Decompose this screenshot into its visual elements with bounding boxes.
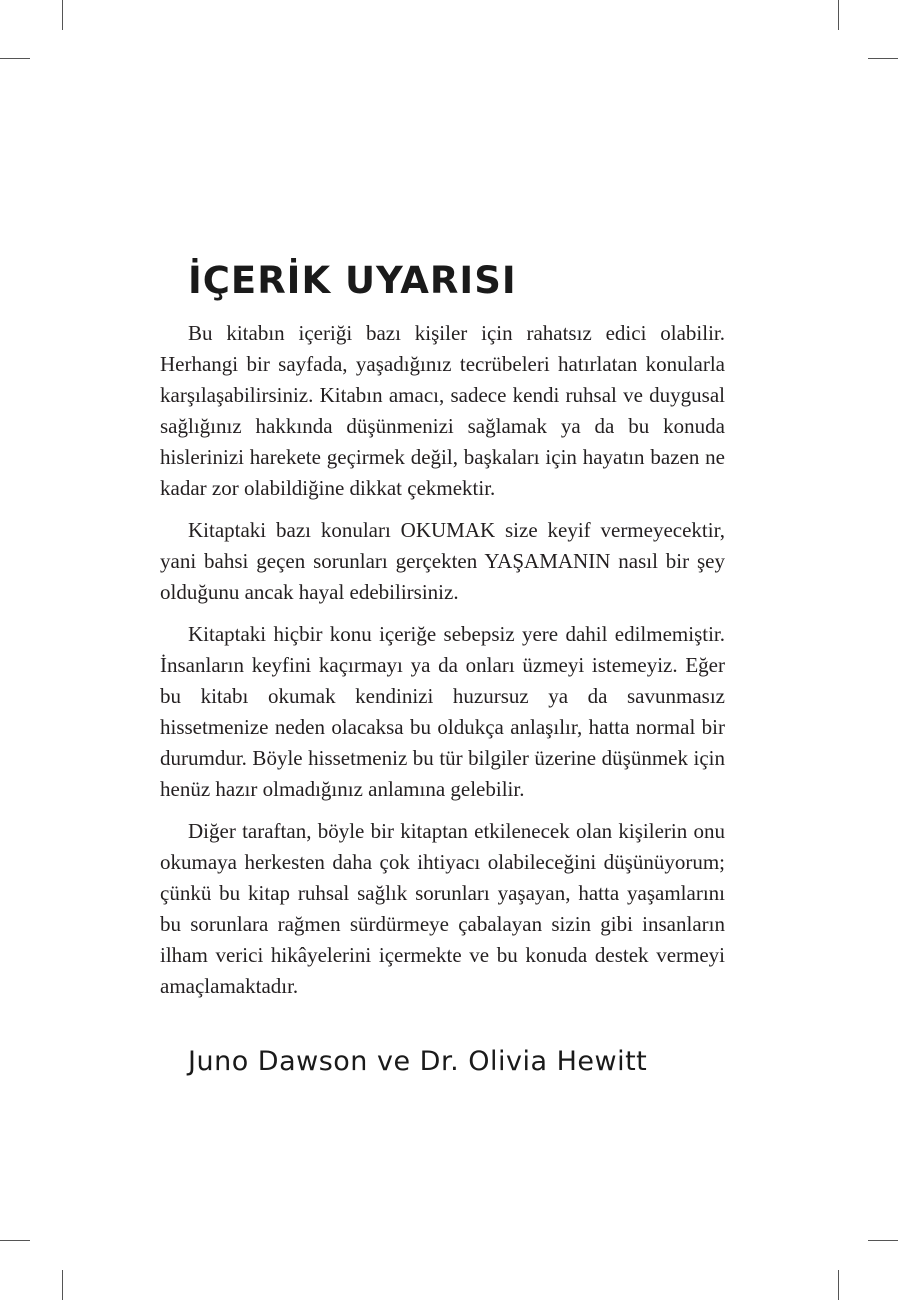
content-warning-page: [160, 254, 725, 1013]
author-signature: Juno Dawson ve Dr. Olivia Hewitt: [188, 1046, 648, 1077]
crop-mark-top-left-vertical: [62, 0, 63, 30]
crop-mark-bottom-left-horizontal: [0, 1240, 30, 1241]
paragraph-4: Diğer taraftan, böyle bir kitaptan etkilenecek olan kişilerin onu okumaya herkesten daha çok ihtiyacı olabileceğini düşünüyorum; çünkü bu kitap ruhsal sağlık sorunları yaşayan, hatta yaşamlarını bu sorunlara rağmen sürdürmeye çabalayan sizin gibi insanların ilham verici hikâyelerini içermekte ve bu konuda destek vermeyi amaçlamaktadır.: [160, 819, 725, 998]
paragraph-1: Bu kitabın içeriği bazı kişiler için rahatsız edici olabilir. Herhangi bir sayfada, yaşadığınız tecrübeleri hatırlatan konularla karşılaşabilirsiniz. Kitabın amacı, sadece kendi ruhsal ve duygusal sağlığınız hakkında düşünmenizi sağlamak ya da bu konuda hislerinizi harekete geçirmek değil, başkaları için hayatın bazen ne kadar zor olabildiğine dikkat çekmektir.: [160, 321, 725, 500]
paragraph-3: Kitaptaki hiçbir konu içeriğe sebepsiz yere dahil edilmemiştir. İnsanların keyfini kaçırmayı ya da onları üzmeyi istemeyiz. Eğer bu kitabı okumak kendinizi huzursuz ya da savunmasız hissetmenize neden olacaksa bu oldukça anlaşılır, hatta normal bir durumdur. Böyle hissetmeniz bu tür bilgiler üzerine düşünmek için henüz hazır olmadığınız anlamına gelebilir.: [160, 622, 725, 801]
crop-mark-top-left-horizontal: [0, 58, 30, 59]
crop-mark-bottom-left-vertical: [62, 1270, 63, 1300]
crop-mark-top-right-vertical: [838, 0, 839, 30]
paragraph-2: Kitaptaki bazı konuları OKUMAK size keyif vermeyecektir, yani bahsi geçen sorunları gerçekten YAŞAMANIN nasıl bir şey olduğunu ancak hayal edebilirsiniz.: [160, 518, 725, 604]
crop-mark-bottom-right-horizontal: [868, 1240, 898, 1241]
crop-mark-top-right-horizontal: [868, 58, 898, 59]
page-title: İÇERİK UYARISI: [188, 259, 517, 302]
crop-mark-bottom-right-vertical: [838, 1270, 839, 1300]
